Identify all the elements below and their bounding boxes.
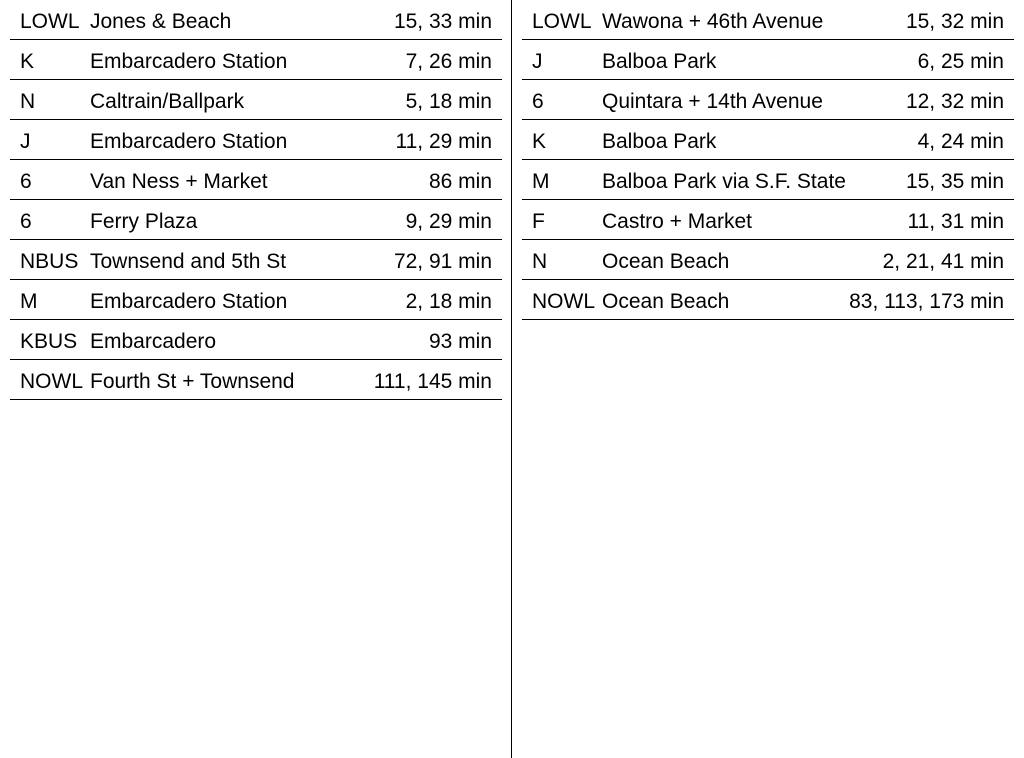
arrival-row	[10, 320, 502, 360]
arrival-row	[522, 120, 1014, 160]
destination: Townsend and 5th St	[90, 250, 287, 273]
route-code: KBUS	[20, 330, 78, 353]
arrival-times: 83, 113, 173 min	[845, 291, 1004, 312]
route-code: M	[532, 170, 550, 193]
destination: Wawona + 46th Avenue	[602, 10, 824, 33]
arrival-row	[522, 0, 1014, 40]
arrival-times: 111, 145 min	[370, 371, 492, 392]
arrival-times: 4, 24 min	[914, 131, 1004, 152]
route-code: N	[20, 90, 36, 113]
destination: Ferry Plaza	[90, 210, 198, 233]
arrival-times: 15, 33 min	[390, 11, 492, 32]
column-divider	[511, 0, 512, 758]
arrival-times: 2, 18 min	[402, 291, 492, 312]
arrival-times: 11, 31 min	[904, 211, 1005, 232]
left-arrivals-column	[10, 0, 502, 400]
arrival-times: 9, 29 min	[402, 211, 492, 232]
destination: Castro + Market	[602, 210, 752, 233]
route-code: LOWL	[532, 10, 592, 33]
arrival-times: 2, 21, 41 min	[879, 251, 1004, 272]
arrival-times: 93 min	[425, 331, 492, 352]
destination: Balboa Park	[602, 130, 717, 153]
arrival-times: 12, 32 min	[902, 91, 1004, 112]
arrival-row	[10, 120, 502, 160]
destination: Balboa Park	[602, 50, 717, 73]
arrival-row	[10, 360, 502, 400]
arrival-times: 5, 18 min	[402, 91, 492, 112]
route-code: NOWL	[532, 290, 595, 313]
arrival-row	[522, 160, 1014, 200]
destination: Embarcadero Station	[90, 50, 288, 73]
destination: Ocean Beach	[602, 290, 730, 313]
route-code: NBUS	[20, 250, 79, 273]
arrival-row	[522, 80, 1014, 120]
arrival-times: 7, 26 min	[402, 51, 492, 72]
route-code: J	[532, 50, 543, 73]
route-code: N	[532, 250, 548, 273]
route-code: LOWL	[20, 10, 80, 33]
arrival-row	[522, 40, 1014, 80]
route-code: F	[532, 210, 545, 233]
route-code: NOWL	[20, 370, 83, 393]
destination: Embarcadero Station	[90, 290, 288, 313]
arrival-row	[522, 280, 1014, 320]
arrival-times: 86 min	[425, 171, 492, 192]
destination: Jones & Beach	[90, 10, 232, 33]
route-code: M	[20, 290, 38, 313]
destination: Balboa Park via S.F. State	[602, 170, 846, 193]
route-code: J	[20, 130, 31, 153]
arrival-times: 15, 32 min	[902, 11, 1004, 32]
route-code: 6	[20, 170, 32, 193]
route-code: 6	[20, 210, 32, 233]
destination: Embarcadero	[90, 330, 217, 353]
arrival-row	[10, 240, 502, 280]
right-arrivals-column	[522, 0, 1014, 320]
arrival-times: 15, 35 min	[902, 171, 1004, 192]
destination: Ocean Beach	[602, 250, 730, 273]
arrival-row	[10, 40, 502, 80]
arrival-times: 11, 29 min	[392, 131, 493, 152]
destination: Fourth St + Townsend	[90, 370, 295, 393]
arrival-row	[10, 200, 502, 240]
arrival-times: 72, 91 min	[390, 251, 492, 272]
route-code: K	[532, 130, 547, 153]
arrival-row	[10, 80, 502, 120]
route-code: K	[20, 50, 35, 73]
arrival-row	[10, 0, 502, 40]
destination: Caltrain/Ballpark	[90, 90, 245, 113]
arrival-row	[522, 240, 1014, 280]
route-code: 6	[532, 90, 544, 113]
destination: Quintara + 14th Avenue	[602, 90, 823, 113]
arrival-row	[522, 200, 1014, 240]
arrival-row	[10, 160, 502, 200]
destination: Embarcadero Station	[90, 130, 288, 153]
arrival-row	[10, 280, 502, 320]
destination: Van Ness + Market	[90, 170, 268, 193]
arrival-times: 6, 25 min	[914, 51, 1004, 72]
